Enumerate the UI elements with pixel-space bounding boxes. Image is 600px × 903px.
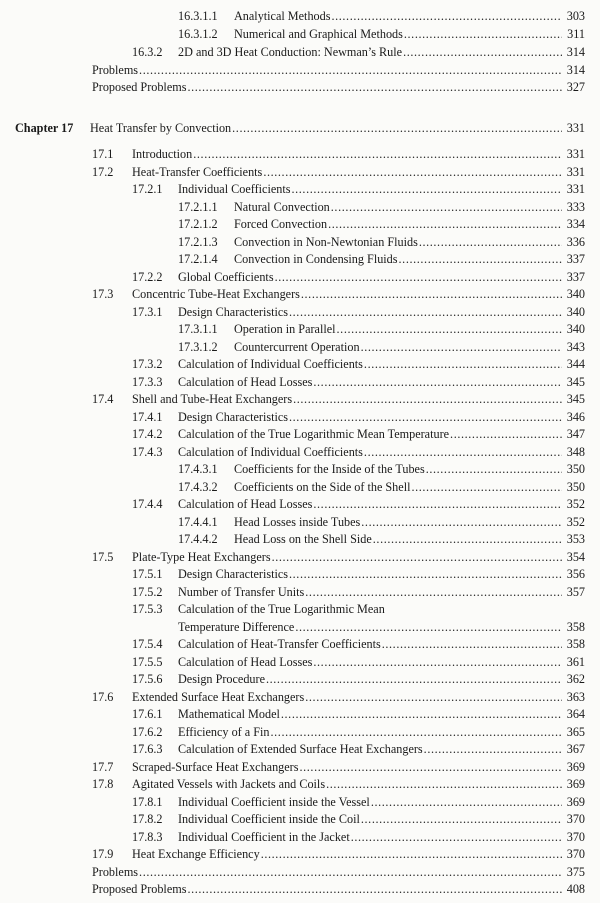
leader-dots — [275, 269, 562, 285]
toc-entry[interactable] — [92, 881, 585, 897]
section-title: Calculation of Individual Coefficients — [178, 445, 363, 459]
section-number: 17.4.3.1 — [178, 462, 218, 476]
leader-dots — [139, 864, 562, 880]
leader-dots — [289, 409, 562, 425]
section-title: Calculation of Individual Coefficients — [178, 357, 363, 371]
leader-dots — [326, 776, 562, 792]
section-number: 17.4.4 — [132, 497, 163, 511]
page-number: 337 — [566, 270, 585, 284]
leader-dots — [291, 181, 562, 197]
section-number: 17.6.3 — [132, 742, 163, 756]
section-number: 17.7 — [92, 760, 114, 774]
section-title: Proposed Problems — [92, 80, 187, 94]
toc-entry[interactable] — [132, 444, 585, 460]
section-title: Coefficients for the Inside of the Tubes — [234, 462, 425, 476]
leader-dots — [403, 44, 562, 60]
section-title: Extended Surface Heat Exchangers — [132, 690, 305, 704]
section-title: Calculation of Head Losses — [178, 497, 313, 511]
section-title: Heat-Transfer Coefficients — [132, 165, 263, 179]
page-number: 361 — [566, 655, 585, 669]
leader-dots — [263, 164, 562, 180]
leader-dots — [305, 689, 562, 705]
chapter-heading[interactable] — [15, 120, 585, 136]
page-number: 345 — [566, 375, 585, 389]
section-title: Operation in Parallel — [234, 322, 336, 336]
leader-dots — [305, 584, 562, 600]
leader-dots — [373, 531, 562, 547]
section-title: Calculation of Head Losses — [178, 655, 313, 669]
page-number: 364 — [566, 707, 585, 721]
toc-entry[interactable] — [92, 146, 585, 162]
toc-entry[interactable] — [132, 811, 585, 827]
section-number: 16.3.1.1 — [178, 9, 218, 23]
page-number: 369 — [566, 795, 585, 809]
leader-dots — [404, 26, 562, 42]
section-title: Calculation of the True Logarithmic Mean — [178, 602, 385, 616]
toc-entry[interactable] — [132, 724, 585, 740]
page-number: 363 — [566, 690, 585, 704]
toc-entry[interactable] — [92, 79, 585, 95]
leader-dots — [399, 251, 562, 267]
section-title: Individual Coefficient inside the Vessel — [178, 795, 370, 809]
toc-entry[interactable] — [178, 216, 585, 232]
leader-dots — [331, 199, 562, 215]
page-number: 314 — [566, 63, 585, 77]
toc-entry[interactable] — [178, 8, 585, 24]
section-number: 17.2.2 — [132, 270, 163, 284]
section-title: Calculation of Head Losses — [178, 375, 313, 389]
section-title: 2D and 3D Heat Conduction: Newman’s Rule — [178, 45, 403, 59]
section-number: 17.4.4.1 — [178, 515, 218, 529]
leader-dots — [313, 496, 562, 512]
section-number: 17.8.2 — [132, 812, 163, 826]
chapter-page-number: 331 — [566, 121, 585, 135]
section-title: Natural Convection — [234, 200, 330, 214]
toc-entry[interactable] — [178, 251, 585, 267]
section-title: Efficiency of a Fin — [178, 725, 270, 739]
leader-dots — [272, 549, 562, 565]
section-title: Plate-Type Heat Exchangers — [132, 550, 271, 564]
section-number: 17.4.3.2 — [178, 480, 218, 494]
section-title: Convection in Non-Newtonian Fluids — [234, 235, 418, 249]
chapter-label: Chapter 17 — [15, 121, 74, 135]
toc-entry[interactable] — [132, 671, 585, 687]
page-number: 358 — [566, 620, 585, 634]
leader-dots — [426, 461, 562, 477]
section-title: Individual Coefficients — [178, 182, 291, 196]
section-number: 17.4.1 — [132, 410, 163, 424]
toc-entry[interactable] — [132, 44, 585, 60]
toc-entry[interactable] — [132, 601, 385, 617]
toc-entry[interactable] — [92, 164, 585, 180]
page-number: 311 — [567, 27, 585, 41]
toc-entry[interactable] — [132, 654, 585, 670]
section-title: Calculation of Extended Surface Heat Exchangers — [178, 742, 423, 756]
page-number: 348 — [566, 445, 585, 459]
section-number: 16.3.1.2 — [178, 27, 218, 41]
section-title: Design Characteristics — [178, 567, 288, 581]
toc-entry[interactable] — [132, 706, 585, 722]
toc-entry[interactable] — [132, 496, 585, 512]
page-number: 354 — [566, 550, 585, 564]
page-number: 365 — [566, 725, 585, 739]
page-number: 343 — [566, 340, 585, 354]
section-title: Concentric Tube-Heat Exchangers — [132, 287, 300, 301]
toc-entry[interactable] — [92, 62, 585, 78]
toc-entry[interactable] — [178, 619, 585, 635]
toc-entry[interactable] — [92, 286, 585, 302]
page-number: 347 — [566, 427, 585, 441]
section-title: Individual Coefficient in the Jacket — [178, 830, 350, 844]
toc-entry[interactable] — [92, 689, 585, 705]
toc-entry[interactable] — [178, 531, 585, 547]
section-number: 17.6.2 — [132, 725, 163, 739]
page-number: 370 — [566, 812, 585, 826]
toc-entry[interactable] — [178, 479, 585, 495]
section-title: Design Procedure — [178, 672, 265, 686]
page-number: 370 — [566, 847, 585, 861]
section-number: 17.3.3 — [132, 375, 163, 389]
section-number: 17.2.1.1 — [178, 200, 218, 214]
section-number: 17.6.1 — [132, 707, 163, 721]
section-number: 17.8 — [92, 777, 114, 791]
section-number: 17.5.6 — [132, 672, 163, 686]
page-number: 375 — [566, 865, 585, 879]
leader-dots — [351, 829, 562, 845]
section-title: Number of Transfer Units — [178, 585, 305, 599]
page-number: 358 — [566, 637, 585, 651]
page-number: 345 — [566, 392, 585, 406]
section-number: 17.4.2 — [132, 427, 163, 441]
section-number: 17.3.1.1 — [178, 322, 218, 336]
toc-entry[interactable] — [132, 356, 585, 372]
leader-dots — [289, 566, 562, 582]
section-number: 17.3 — [92, 287, 114, 301]
leader-dots — [313, 654, 562, 670]
leader-dots — [187, 881, 562, 897]
section-number: 17.2.1.4 — [178, 252, 218, 266]
page-number: 327 — [566, 80, 585, 94]
section-number: 17.6 — [92, 690, 114, 704]
leader-dots — [411, 479, 562, 495]
toc-entry[interactable] — [132, 794, 585, 810]
section-title: Design Characteristics — [178, 305, 288, 319]
toc-entry[interactable] — [178, 461, 585, 477]
toc-entry[interactable] — [132, 566, 585, 582]
section-number: 17.5.3 — [132, 602, 163, 616]
leader-dots — [450, 426, 562, 442]
toc-entry[interactable] — [92, 846, 585, 862]
section-title: Problems — [92, 865, 139, 879]
leader-dots — [361, 339, 562, 355]
page-number: 352 — [566, 515, 585, 529]
leader-dots — [281, 706, 562, 722]
leader-dots — [266, 671, 562, 687]
toc-entry[interactable] — [178, 514, 585, 530]
section-number: 17.5.1 — [132, 567, 163, 581]
page-number: 362 — [566, 672, 585, 686]
leader-dots — [271, 724, 563, 740]
page-number: 350 — [566, 480, 585, 494]
page-number: 356 — [566, 567, 585, 581]
page-number: 331 — [566, 182, 585, 196]
page-number: 357 — [566, 585, 585, 599]
leader-dots — [371, 794, 562, 810]
leader-dots — [364, 356, 562, 372]
toc-entry[interactable] — [178, 339, 585, 355]
section-number: 17.4.3 — [132, 445, 163, 459]
section-title: Heat Exchange Efficiency — [132, 847, 260, 861]
leader-dots — [337, 321, 562, 337]
leader-dots — [301, 286, 562, 302]
page-number: 340 — [566, 305, 585, 319]
page-number: 337 — [566, 252, 585, 266]
section-number: 17.2.1 — [132, 182, 163, 196]
leader-dots — [313, 374, 562, 390]
page-number: 336 — [566, 235, 585, 249]
chapter-title: Heat Transfer by Convection — [90, 121, 232, 135]
page-number: 367 — [566, 742, 585, 756]
section-title: Countercurrent Operation — [234, 340, 360, 354]
leader-dots — [293, 391, 562, 407]
page-number: 370 — [566, 830, 585, 844]
toc-entry[interactable] — [132, 269, 585, 285]
leader-dots — [328, 216, 562, 232]
leader-dots — [331, 8, 562, 24]
section-title: Agitated Vessels with Jackets and Coils — [132, 777, 326, 791]
page-number: 369 — [566, 760, 585, 774]
section-title: Calculation of the True Logarithmic Mean Temperature — [178, 427, 450, 441]
toc-entry[interactable] — [132, 584, 585, 600]
section-number: 17.5.5 — [132, 655, 163, 669]
page-number: 353 — [566, 532, 585, 546]
section-title: Global Coefficients — [178, 270, 274, 284]
section-title: Proposed Problems — [92, 882, 187, 896]
section-title: Individual Coefficient inside the Coil — [178, 812, 360, 826]
section-title: Calculation of Heat-Transfer Coefficients — [178, 637, 381, 651]
leader-dots — [364, 444, 562, 460]
leader-dots — [295, 619, 562, 635]
toc-entry[interactable] — [92, 864, 585, 880]
section-number: 17.8.3 — [132, 830, 163, 844]
toc-entry[interactable] — [132, 741, 585, 757]
section-title: Numerical and Graphical Methods — [234, 27, 403, 41]
leader-dots — [289, 304, 562, 320]
toc-entry[interactable] — [178, 321, 585, 337]
page-number: 340 — [566, 287, 585, 301]
leader-dots — [361, 514, 562, 530]
toc-entry[interactable] — [178, 199, 585, 215]
section-number: 16.3.2 — [132, 45, 163, 59]
toc-entry[interactable] — [132, 304, 585, 320]
section-title: Forced Convection — [234, 217, 328, 231]
leader-dots — [193, 146, 562, 162]
toc-entry[interactable] — [132, 829, 585, 845]
toc-entry[interactable] — [132, 181, 585, 197]
leader-dots — [419, 234, 562, 250]
page-number: 314 — [566, 45, 585, 59]
section-number: 17.5.2 — [132, 585, 163, 599]
toc-entry[interactable] — [178, 234, 585, 250]
section-number: 17.3.2 — [132, 357, 163, 371]
leader-dots — [382, 636, 562, 652]
page-number: 331 — [566, 165, 585, 179]
section-title: Analytical Methods — [234, 9, 331, 23]
toc-entry[interactable] — [178, 26, 585, 42]
toc-entry[interactable] — [92, 549, 585, 565]
page-number: 331 — [566, 147, 585, 161]
page-number: 369 — [566, 777, 585, 791]
page-number: 344 — [566, 357, 585, 371]
toc-entry[interactable] — [92, 776, 585, 792]
leader-dots — [187, 79, 562, 95]
section-number: 17.1 — [92, 147, 114, 161]
section-number: 17.2.1.3 — [178, 235, 218, 249]
leader-dots — [139, 62, 562, 78]
section-title: Introduction — [132, 147, 193, 161]
section-number: 17.4.4.2 — [178, 532, 218, 546]
toc-entry[interactable] — [92, 759, 585, 775]
page-number: 334 — [566, 217, 585, 231]
section-title: Head Losses inside Tubes — [234, 515, 361, 529]
leader-dots — [424, 741, 562, 757]
section-title: Convection in Condensing Fluids — [234, 252, 398, 266]
page-number: 333 — [566, 200, 585, 214]
section-number: 17.8.1 — [132, 795, 163, 809]
section-number: 17.5 — [92, 550, 114, 564]
section-number: 17.2 — [92, 165, 114, 179]
toc-entry[interactable] — [132, 636, 585, 652]
section-number: 17.2.1.2 — [178, 217, 218, 231]
page-number: 352 — [566, 497, 585, 511]
section-title: Temperature Difference — [178, 620, 295, 634]
leader-dots — [261, 846, 562, 862]
leader-dots — [232, 120, 562, 136]
toc-entry[interactable] — [132, 426, 585, 442]
section-title: Shell and Tube-Heat Exchangers — [132, 392, 293, 406]
toc-entry[interactable] — [132, 409, 585, 425]
page-number: 350 — [566, 462, 585, 476]
leader-dots — [361, 811, 562, 827]
section-number: 17.4 — [92, 392, 114, 406]
section-number: 17.9 — [92, 847, 114, 861]
section-title: Head Loss on the Shell Side — [234, 532, 372, 546]
section-number: 17.3.1 — [132, 305, 163, 319]
section-title: Design Characteristics — [178, 410, 288, 424]
section-title: Mathematical Model — [178, 707, 280, 721]
section-title: Scraped-Surface Heat Exchangers — [132, 760, 299, 774]
page-number: 340 — [566, 322, 585, 336]
section-number: 17.5.4 — [132, 637, 163, 651]
page-number: 346 — [566, 410, 585, 424]
leader-dots — [299, 759, 562, 775]
section-title: Problems — [92, 63, 139, 77]
toc-entry[interactable] — [132, 374, 585, 390]
toc-entry[interactable] — [92, 391, 585, 407]
page-number: 408 — [566, 882, 585, 896]
page-number: 303 — [566, 9, 585, 23]
section-title: Coefficients on the Side of the Shell — [234, 480, 411, 494]
section-number: 17.3.1.2 — [178, 340, 218, 354]
